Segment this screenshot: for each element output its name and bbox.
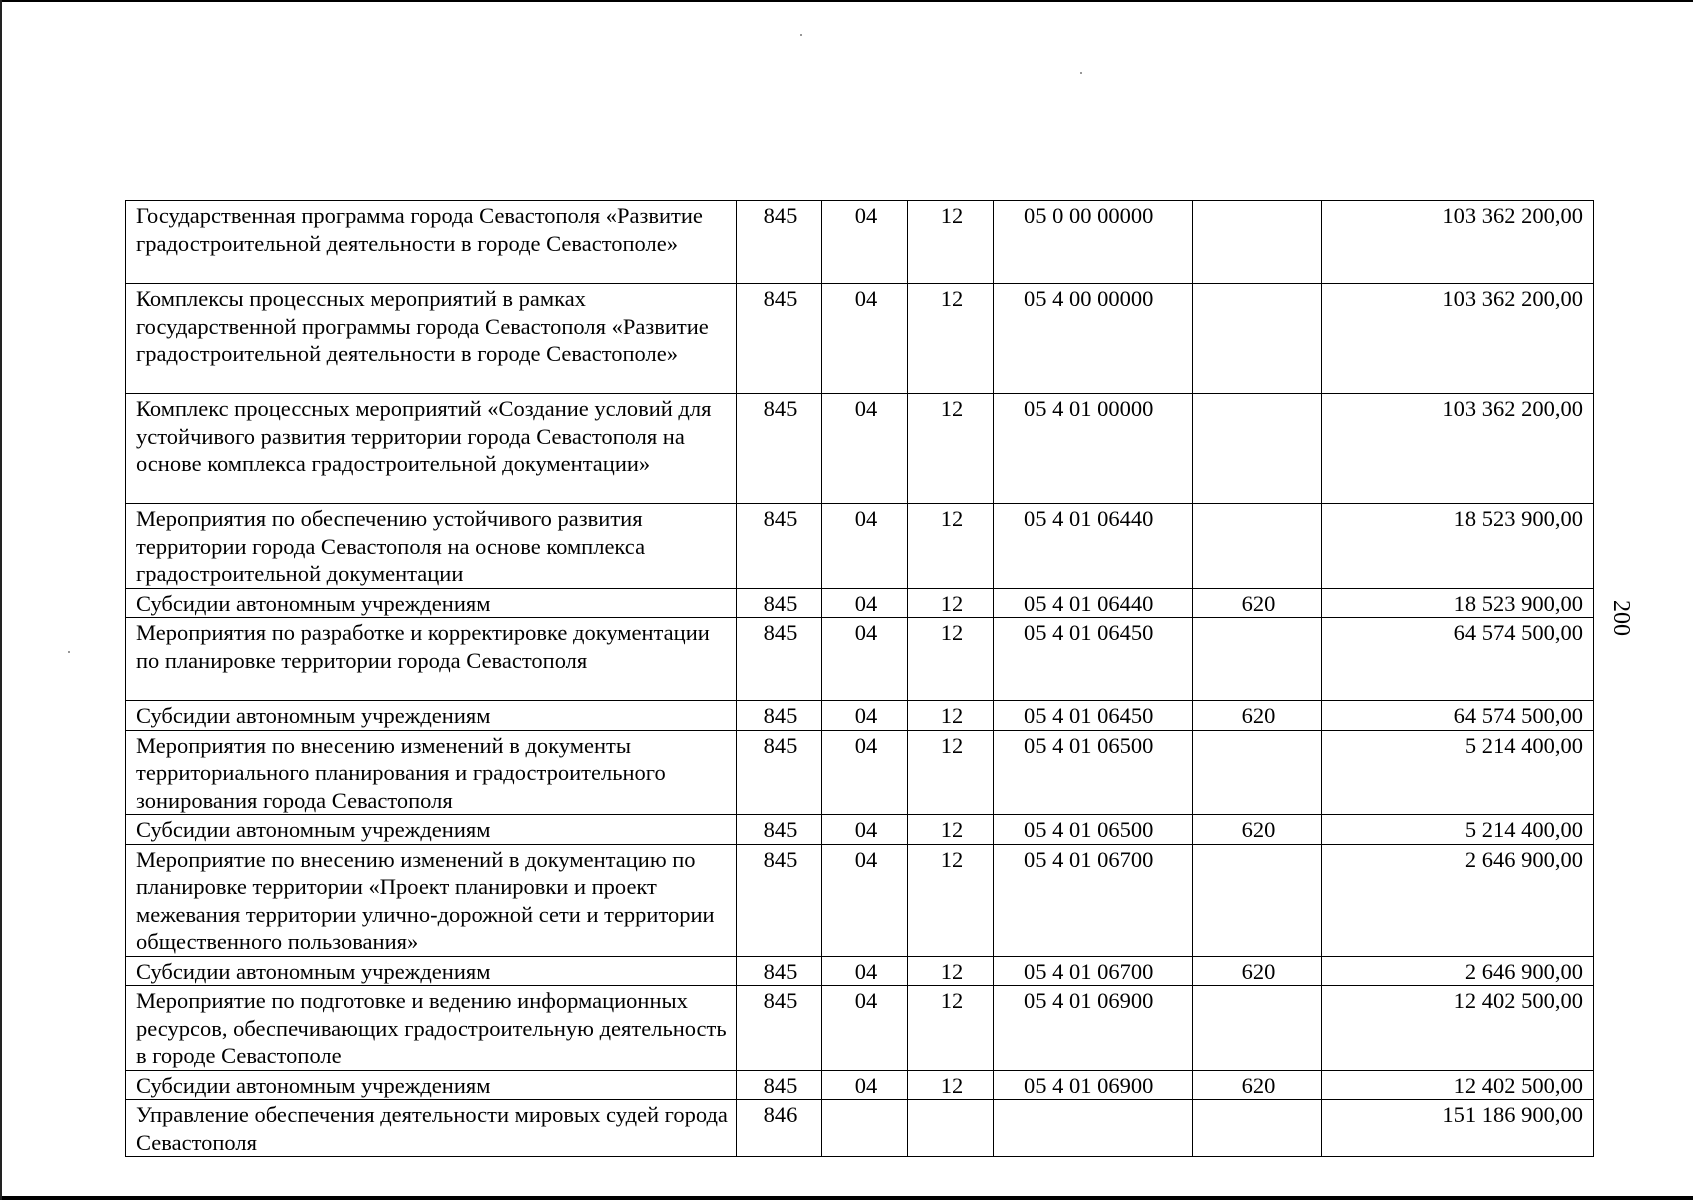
subsection-code-cell: 12	[908, 701, 994, 731]
subsection-code-cell: 12	[908, 730, 994, 815]
subsection-code-cell: 12	[908, 986, 994, 1071]
grbs-code-cell: 845	[737, 1070, 822, 1100]
scan-border-bottom	[0, 1196, 1693, 1200]
amount-cell: 64 574 500,00	[1322, 701, 1594, 731]
subsection-code-cell: 12	[908, 284, 994, 394]
scan-border-left	[0, 0, 2, 1200]
section-code-cell: 04	[822, 201, 908, 284]
item-name-cell: Мероприятия по внесению изменений в документы территориального планирования и градостроительного зонирования города Севастополя	[126, 730, 737, 815]
section-code-cell: 04	[822, 701, 908, 731]
table-row	[126, 730, 1594, 815]
expense-type-cell	[1193, 844, 1322, 956]
target-article-cell: 05 4 01 06440	[994, 504, 1193, 589]
table-row	[126, 986, 1594, 1071]
amount-cell: 18 523 900,00	[1322, 504, 1594, 589]
amount-cell: 5 214 400,00	[1322, 730, 1594, 815]
grbs-code-cell: 845	[737, 201, 822, 284]
expense-type-cell: 620	[1193, 1070, 1322, 1100]
subsection-code-cell: 12	[908, 588, 994, 618]
item-name-cell: Мероприятие по внесению изменений в документацию по планировке территории «Проект планировки и проект межевания территории улично-дорожной сети и территории общественного пользования»	[126, 844, 737, 956]
amount-cell: 5 214 400,00	[1322, 815, 1594, 845]
scan-speck	[1080, 72, 1082, 74]
section-code-cell: 04	[822, 394, 908, 504]
expense-type-cell	[1193, 504, 1322, 589]
target-article-cell: 05 0 00 00000	[994, 201, 1193, 284]
grbs-code-cell: 846	[737, 1100, 822, 1157]
target-article-cell: 05 4 01 06450	[994, 618, 1193, 701]
grbs-code-cell: 845	[737, 956, 822, 986]
item-name-cell: Комплексы процессных мероприятий в рамках государственной программы города Севастополя «Развитие градостроительной деятельности в городе Севастополе»	[126, 284, 737, 394]
grbs-code-cell: 845	[737, 986, 822, 1071]
table-row	[126, 1070, 1594, 1100]
item-name-cell: Управление обеспечения деятельности мировых судей города Севастополя	[126, 1100, 737, 1157]
amount-cell: 2 646 900,00	[1322, 956, 1594, 986]
subsection-code-cell: 12	[908, 1070, 994, 1100]
amount-cell: 18 523 900,00	[1322, 588, 1594, 618]
section-code-cell: 04	[822, 730, 908, 815]
table-row	[126, 394, 1594, 504]
subsection-code-cell: 12	[908, 815, 994, 845]
expense-type-cell: 620	[1193, 701, 1322, 731]
table-row	[126, 284, 1594, 394]
section-code-cell: 04	[822, 956, 908, 986]
target-article-cell: 05 4 01 06700	[994, 844, 1193, 956]
table-row	[126, 1100, 1594, 1157]
subsection-code-cell: 12	[908, 394, 994, 504]
grbs-code-cell: 845	[737, 284, 822, 394]
grbs-code-cell: 845	[737, 701, 822, 731]
table-row	[126, 618, 1594, 701]
section-code-cell: 04	[822, 504, 908, 589]
subsection-code-cell: 12	[908, 201, 994, 284]
grbs-code-cell: 845	[737, 588, 822, 618]
section-code-cell: 04	[822, 1070, 908, 1100]
section-code-cell: 04	[822, 618, 908, 701]
target-article-cell: 05 4 01 06500	[994, 815, 1193, 845]
amount-cell: 12 402 500,00	[1322, 1070, 1594, 1100]
target-article-cell: 05 4 01 00000	[994, 394, 1193, 504]
item-name-cell: Мероприятия по разработке и корректировке документации по планировке территории города Севастополя	[126, 618, 737, 701]
expense-type-cell	[1193, 201, 1322, 284]
grbs-code-cell: 845	[737, 618, 822, 701]
table-row	[126, 844, 1594, 956]
item-name-cell: Комплекс процессных мероприятий «Создание условий для устойчивого развития территории города Севастополя на основе комплекса градостроительной документации»	[126, 394, 737, 504]
item-name-cell: Мероприятия по обеспечению устойчивого развития территории города Севастополя на основе комплекса градостроительной документации	[126, 504, 737, 589]
amount-cell: 103 362 200,00	[1322, 201, 1594, 284]
subsection-code-cell: 12	[908, 844, 994, 956]
item-name-cell: Субсидии автономным учреждениям	[126, 815, 737, 845]
expense-type-cell: 620	[1193, 588, 1322, 618]
target-article-cell	[994, 1100, 1193, 1157]
grbs-code-cell: 845	[737, 504, 822, 589]
target-article-cell: 05 4 01 06450	[994, 701, 1193, 731]
budget-table	[125, 200, 1594, 1157]
amount-cell: 151 186 900,00	[1322, 1100, 1594, 1157]
item-name-cell: Субсидии автономным учреждениям	[126, 588, 737, 618]
table-row	[126, 701, 1594, 731]
target-article-cell: 05 4 01 06900	[994, 986, 1193, 1071]
expense-type-cell: 620	[1193, 815, 1322, 845]
section-code-cell	[822, 1100, 908, 1157]
amount-cell: 12 402 500,00	[1322, 986, 1594, 1071]
target-article-cell: 05 4 01 06700	[994, 956, 1193, 986]
item-name-cell: Субсидии автономным учреждениям	[126, 701, 737, 731]
table-row	[126, 588, 1594, 618]
section-code-cell: 04	[822, 284, 908, 394]
subsection-code-cell: 12	[908, 504, 994, 589]
expense-type-cell	[1193, 1100, 1322, 1157]
subsection-code-cell: 12	[908, 956, 994, 986]
table-row	[126, 201, 1594, 284]
amount-cell: 103 362 200,00	[1322, 394, 1594, 504]
table-row	[126, 504, 1594, 589]
target-article-cell: 05 4 01 06900	[994, 1070, 1193, 1100]
section-code-cell: 04	[822, 588, 908, 618]
item-name-cell: Мероприятие по подготовке и ведению информационных ресурсов, обеспечивающих градостроительную деятельность в городе Севастополе	[126, 986, 737, 1071]
item-name-cell: Субсидии автономным учреждениям	[126, 956, 737, 986]
expense-type-cell	[1193, 986, 1322, 1071]
page-number: 200	[1608, 600, 1634, 636]
expense-type-cell	[1193, 618, 1322, 701]
grbs-code-cell: 845	[737, 730, 822, 815]
expense-type-cell	[1193, 730, 1322, 815]
expense-type-cell	[1193, 394, 1322, 504]
amount-cell: 103 362 200,00	[1322, 284, 1594, 394]
section-code-cell: 04	[822, 844, 908, 956]
subsection-code-cell: 12	[908, 618, 994, 701]
item-name-cell: Субсидии автономным учреждениям	[126, 1070, 737, 1100]
scan-border-top	[0, 0, 1693, 2]
amount-cell: 64 574 500,00	[1322, 618, 1594, 701]
expense-type-cell: 620	[1193, 956, 1322, 986]
table-row	[126, 815, 1594, 845]
target-article-cell: 05 4 00 00000	[994, 284, 1193, 394]
grbs-code-cell: 845	[737, 844, 822, 956]
scan-speck	[68, 651, 70, 653]
grbs-code-cell: 845	[737, 394, 822, 504]
section-code-cell: 04	[822, 986, 908, 1071]
expense-type-cell	[1193, 284, 1322, 394]
item-name-cell: Государственная программа города Севастополя «Развитие градостроительной деятельности в городе Севастополе»	[126, 201, 737, 284]
grbs-code-cell: 845	[737, 815, 822, 845]
target-article-cell: 05 4 01 06440	[994, 588, 1193, 618]
subsection-code-cell	[908, 1100, 994, 1157]
target-article-cell: 05 4 01 06500	[994, 730, 1193, 815]
scan-speck	[800, 34, 802, 36]
amount-cell: 2 646 900,00	[1322, 844, 1594, 956]
table-row	[126, 956, 1594, 986]
section-code-cell: 04	[822, 815, 908, 845]
